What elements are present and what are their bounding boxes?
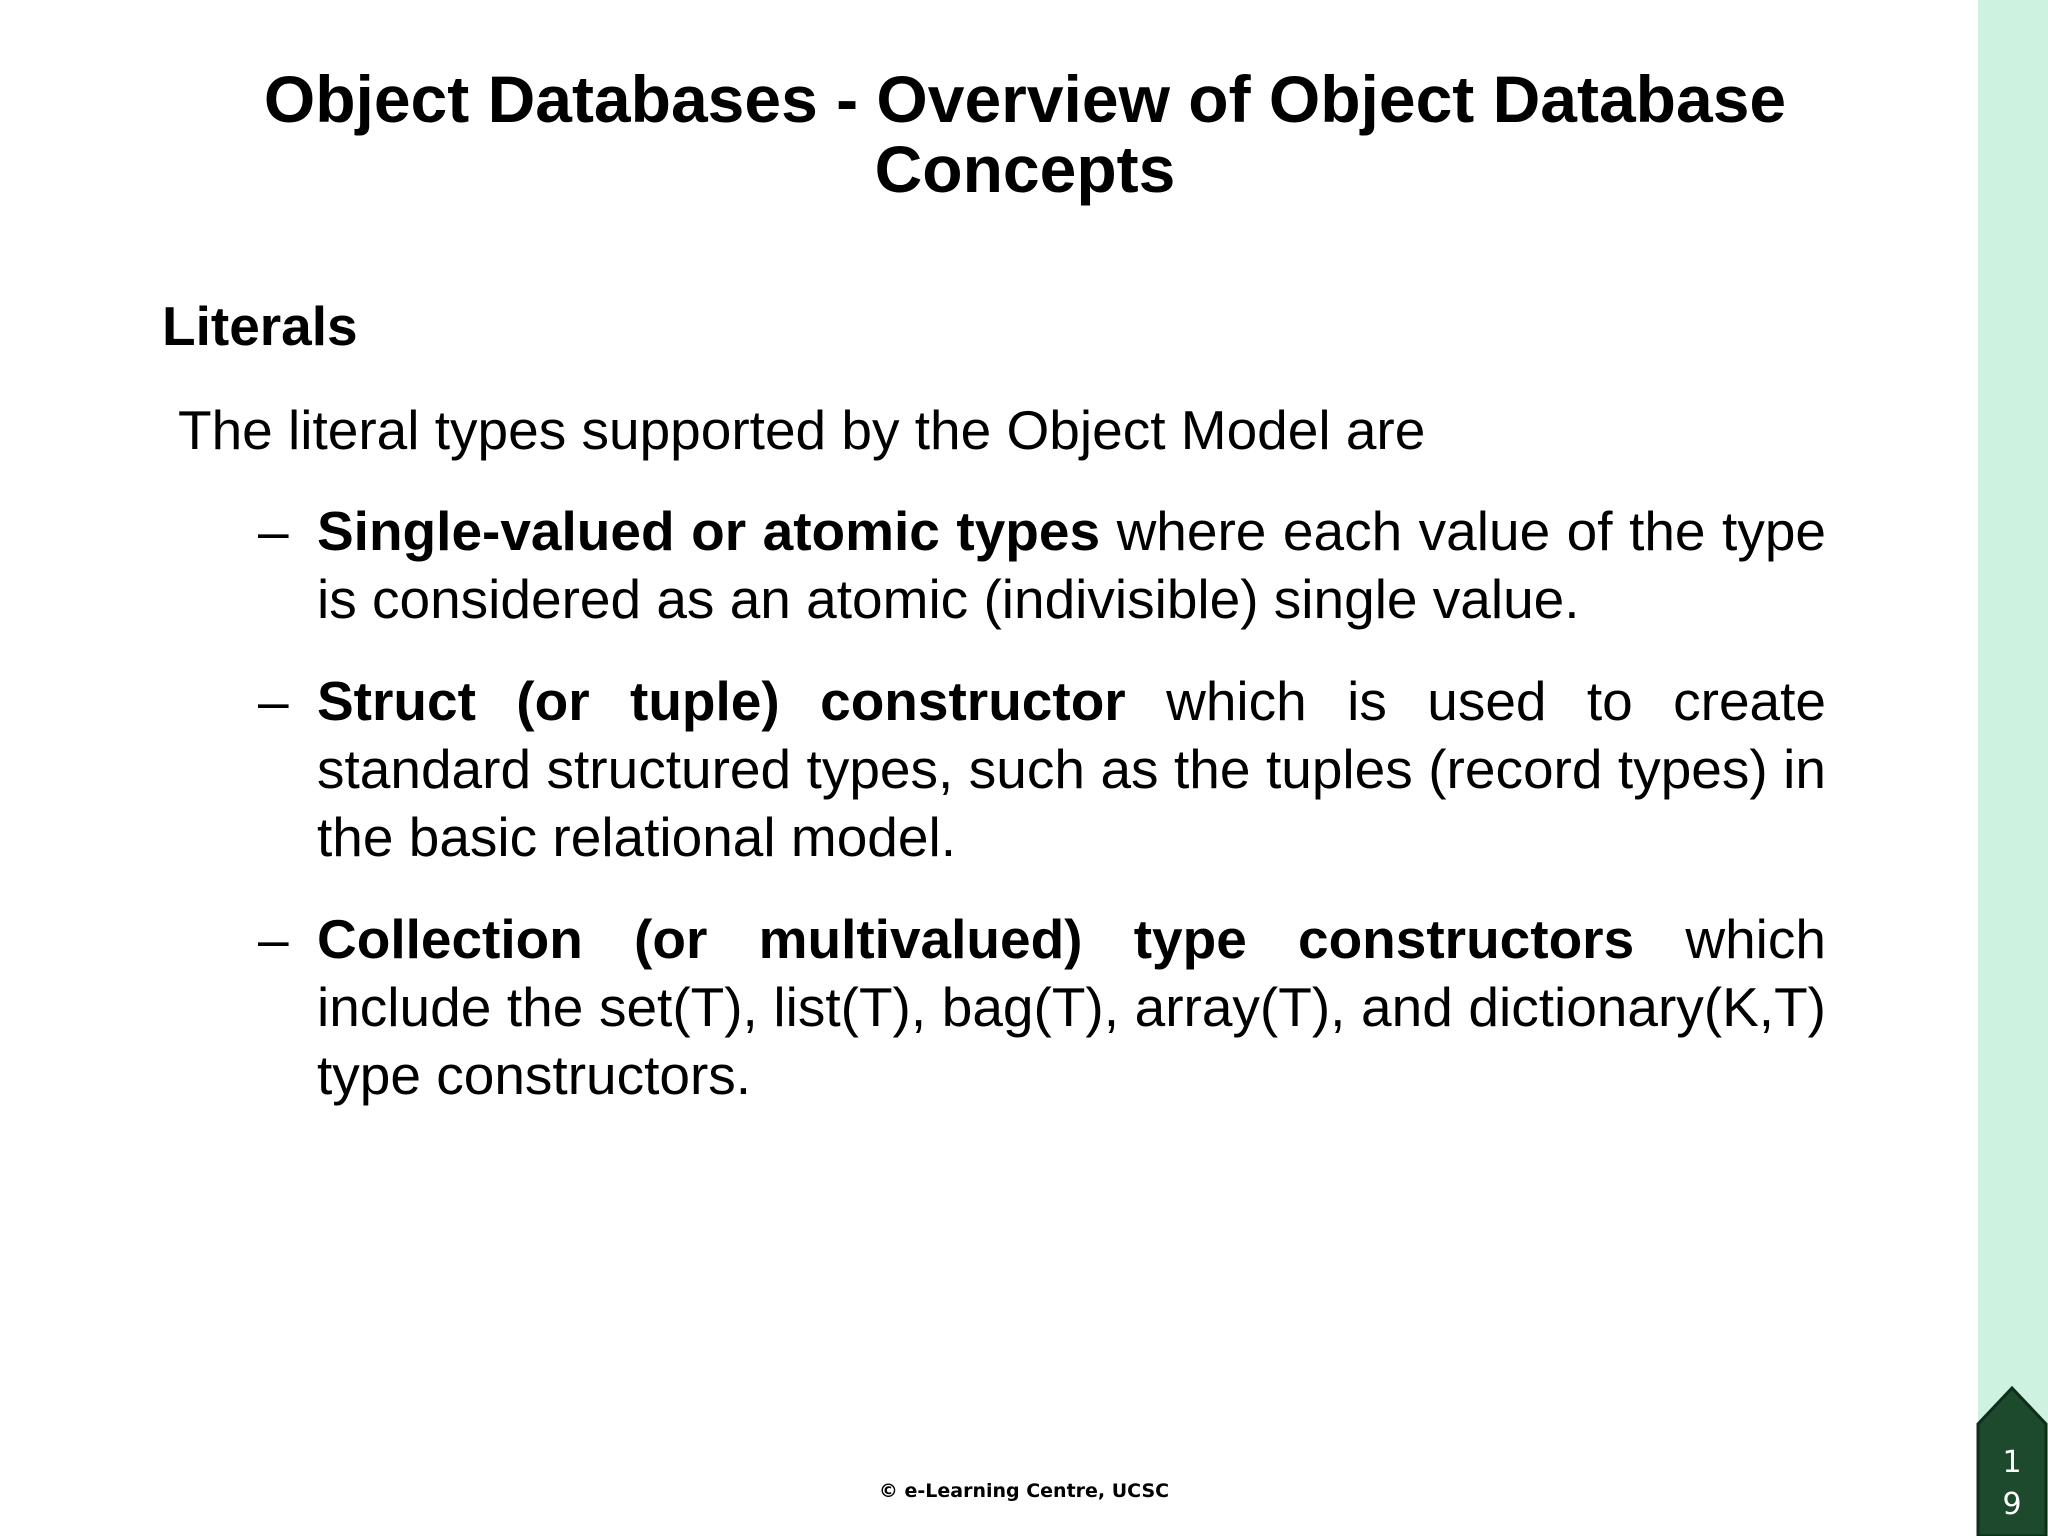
bullet-dash: – [258,500,289,562]
bullet-item [258,667,1826,871]
bullet-list [258,497,1826,1143]
page-number-digit: 9 [2002,1487,2022,1522]
bullet-text: which is used to create standard structured types, such as the tuples (record types) in the basic relational model. [317,670,1827,868]
bullet-dash: – [258,908,289,970]
slide-title: Object Databases - Overview of Object Database Concepts [263,62,1787,206]
bullet-dash: – [258,670,289,732]
bullet-item [258,905,1826,1109]
section-heading: Literals [162,295,358,357]
bullet-bold-term: Struct (or tuple) constructor [317,670,1126,732]
page-number-digit: 1 [2002,1445,2022,1480]
footer-copyright: © e-Learning Centre, UCSC [878,1480,1170,1502]
bullet-text: which include the set(T), list(T), bag(T), array(T), and dictionary(K,T) type constructors. [317,908,1826,1106]
sidebar-decoration [1978,0,2048,1536]
bullet-bold-term: Single-valued or atomic types [317,500,1101,562]
bullet-item [258,497,1826,633]
intro-text: The literal types supported by the Object Model are [178,399,1426,461]
bullet-bold-term: Collection (or multivalued) type constructors [317,908,1635,970]
bullet-text: where each value of the type is considered as an atomic (indivisible) single value. [317,500,1826,630]
